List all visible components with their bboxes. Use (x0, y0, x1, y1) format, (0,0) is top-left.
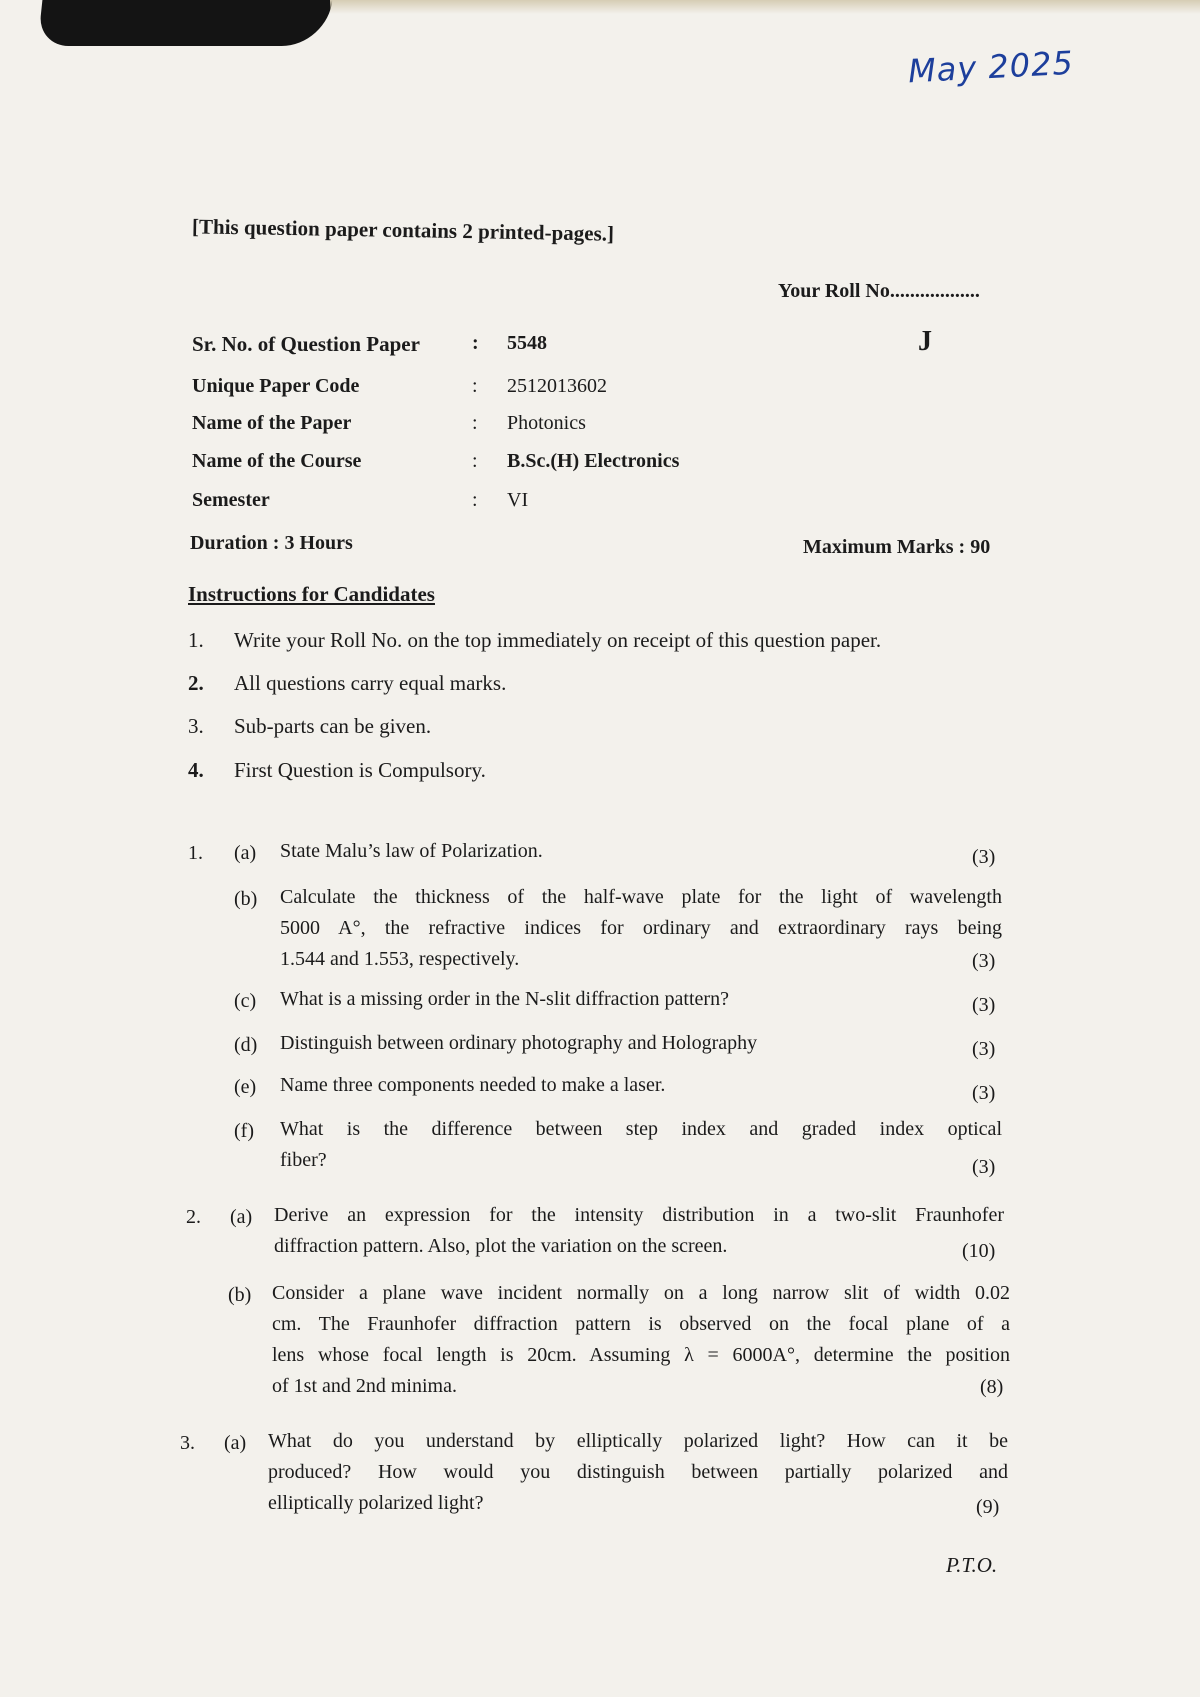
meta-value-course: B.Sc.(H) Electronics (507, 450, 680, 472)
question-number: 1. (188, 842, 203, 864)
subpart-label: (a) (224, 1432, 247, 1454)
subpart-text (280, 1114, 1002, 1176)
marks: (8) (980, 1376, 1004, 1398)
instruction-text: Write your Roll No. on the top immediately on receipt of this question paper. (234, 628, 882, 652)
pages-note: [This question paper contains 2 printed-pages.] (191, 214, 615, 246)
instructions-title: Instructions for Candidates (188, 582, 435, 606)
subpart-line: cm. The Fraunhofer diffraction pattern is observed on the focal plane of a (272, 1313, 1010, 1335)
marks: (3) (972, 1082, 996, 1104)
marks: (9) (976, 1496, 1000, 1518)
marks: (10) (962, 1240, 996, 1262)
meta-colon: : (472, 450, 478, 472)
subpart-line: elliptically polarized light? (268, 1492, 484, 1514)
subpart-line: diffraction pattern. Also, plot the variation on the screen. (274, 1235, 728, 1257)
instruction-text: First Question is Compulsory. (234, 758, 486, 782)
marks: (3) (972, 1156, 996, 1178)
duration: Duration : 3 Hours (190, 532, 353, 554)
subpart-line: What do you understand by elliptically polarized light? How can it be (268, 1430, 1008, 1452)
question-number: 3. (180, 1432, 195, 1454)
meta-value-paper-name: Photonics (507, 412, 586, 434)
meta-label-paper-name: Name of the Paper (192, 412, 352, 434)
marks: (3) (972, 950, 996, 972)
question-number: 2. (186, 1206, 201, 1228)
subpart-line: What is the difference between step index and graded index optical (280, 1118, 1002, 1140)
instruction-number: 3. (188, 714, 204, 738)
page-edge-stain (330, 0, 1200, 14)
subpart-label: (e) (234, 1076, 257, 1098)
pto-footer: P.T.O. (946, 1553, 998, 1577)
subpart-label: (b) (228, 1284, 252, 1306)
subpart-line: of 1st and 2nd minima. (272, 1375, 457, 1397)
handwritten-date: May 2025 (907, 43, 1075, 91)
set-code: J (918, 326, 932, 357)
subpart-line: Calculate the thickness of the half-wave plate for the light of wavelength (280, 886, 1002, 908)
subpart-line: produced? How would you distinguish between partially polarized and (268, 1461, 1008, 1483)
instruction-number: 4. (188, 758, 204, 782)
subpart-text (268, 1426, 1008, 1519)
subpart-text (280, 1028, 970, 1059)
subpart-label: (d) (234, 1034, 258, 1056)
instruction-number: 1. (188, 628, 204, 652)
meta-label-course: Name of the Course (192, 450, 362, 472)
subpart-label: (c) (234, 990, 257, 1012)
subpart-line: 1.544 and 1.553, respectively. (280, 948, 520, 970)
subpart-line: Distinguish between ordinary photography and Holography (280, 1032, 758, 1054)
subpart-line: Derive an expression for the intensity distribution in a two-slit Fraunhofer (274, 1204, 1004, 1226)
subpart-label: (a) (234, 842, 257, 864)
subpart-text (280, 836, 1000, 867)
marks: (3) (972, 994, 996, 1016)
subpart-label: (a) (230, 1206, 253, 1228)
subpart-line: Name three components needed to make a laser. (280, 1074, 666, 1096)
finger-shadow (38, 0, 333, 46)
subpart-line: What is a missing order in the N-slit diffraction pattern? (280, 988, 729, 1010)
subpart-label: (f) (234, 1120, 254, 1142)
meta-colon: : (472, 332, 479, 354)
instruction-number: 2. (188, 671, 204, 695)
marks: (3) (972, 1038, 996, 1060)
meta-value-sr-no: 5548 (507, 332, 547, 354)
subpart-text (274, 1200, 1004, 1262)
meta-colon: : (472, 489, 478, 511)
meta-colon: : (472, 412, 478, 434)
subpart-line: 5000 A°, the refractive indices for ordinary and extraordinary rays being (280, 917, 1002, 939)
subpart-line: Consider a plane wave incident normally on a long narrow slit of width 0.02 (272, 1282, 1010, 1304)
instruction-text: Sub-parts can be given. (234, 714, 432, 738)
subpart-text (272, 1278, 1010, 1402)
subpart-text (280, 882, 1002, 975)
subpart-line: lens whose focal length is 20cm. Assuming λ = 6000A°, determine the position (272, 1344, 1010, 1366)
subpart-text (280, 1070, 970, 1101)
maximum-marks: Maximum Marks : 90 (803, 536, 991, 558)
meta-label-sr-no: Sr. No. of Question Paper (192, 332, 420, 356)
meta-label-semester: Semester (192, 489, 270, 511)
meta-value-semester: VI (507, 489, 529, 511)
instruction-text: All questions carry equal marks. (234, 671, 507, 695)
meta-colon: : (472, 375, 478, 397)
subpart-label: (b) (234, 888, 258, 910)
subpart-text (280, 984, 970, 1015)
subpart-line: State Malu’s law of Polarization. (280, 840, 543, 862)
marks: (3) (972, 846, 996, 868)
meta-label-paper-code: Unique Paper Code (192, 375, 360, 397)
meta-value-paper-code: 2512013602 (507, 375, 607, 397)
subpart-line: fiber? (280, 1149, 327, 1171)
roll-number-field: Your Roll No.................. (778, 280, 980, 302)
